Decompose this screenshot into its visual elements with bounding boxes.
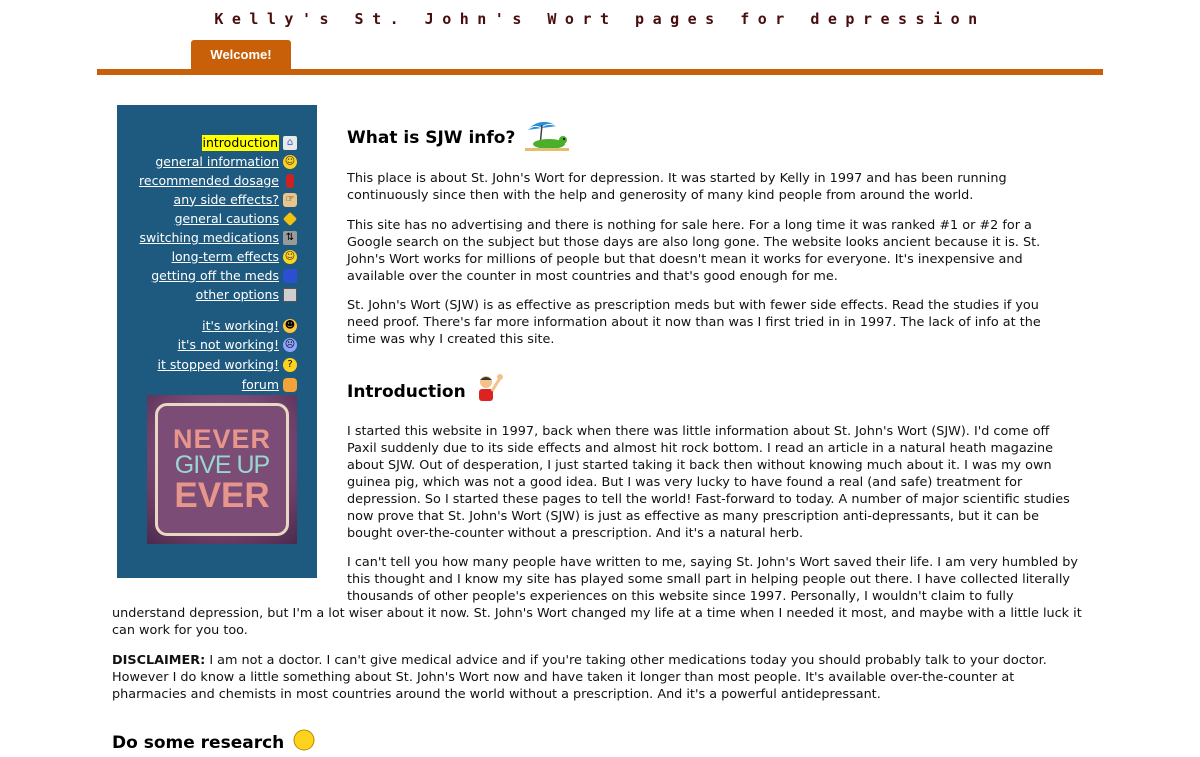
sidebar-item-label[interactable]: other options (195, 286, 279, 302)
heading-text: Introduction (347, 381, 466, 402)
sidebar-item-label[interactable]: it's not working! (177, 336, 279, 352)
sidebar-item-other-options[interactable] (139, 285, 297, 304)
poster-line-3: EVER (174, 476, 270, 515)
sidebar-item-side-effects[interactable] (139, 190, 297, 209)
sidebar-item-label[interactable]: general cautions (174, 210, 279, 226)
sidebar-item-it-stopped-working[interactable] (139, 354, 297, 375)
sidebar-item-forum[interactable] (139, 375, 297, 394)
warning-icon (283, 211, 297, 225)
sidebar-item-its-working[interactable] (139, 316, 297, 335)
tab-bar-divider (97, 69, 1103, 75)
paragraph-no-advertising: This site has no advertising and there is nothing for sale here. For a long time it was ranked #1 or #2 for a Google search on the subject but those days are also long gone. The website looks ancient because it is. St. John's Wort works for millions of people but that doesn't mean it works for everyone. It's inexpensive and available over the counter in most countries and that's good enough for me. (347, 218, 1041, 284)
sidebar (117, 105, 317, 578)
sidebar-item-label[interactable]: getting off the meds (151, 267, 279, 283)
heading-research (112, 728, 318, 757)
poster-frame (155, 403, 289, 536)
sidebar-item-label[interactable]: general information (155, 153, 279, 169)
smiley-icon: ☺ (284, 250, 296, 262)
running-figure-icon (283, 269, 297, 283)
pointing-hand-icon: ☞ (283, 193, 297, 207)
sidebar-nav (139, 133, 297, 394)
paragraph-testimonials-continued: understand depression, but I'm a lot wiser about it now. St. John's Wort changed my life at a time when I needed it most, and maybe with a little luck it can work for you too. (112, 606, 1082, 638)
sidebar-item-label[interactable]: long-term effects (171, 248, 279, 264)
sidebar-spacer (139, 304, 297, 316)
sidebar-item-label[interactable]: any side effects? (173, 191, 279, 207)
paragraph-about: This place is about St. John's Wort for depression. It was started by Kelly in 1997 and has been running continuously since then with the help and generosity of many kind people from around the world. (347, 171, 1007, 203)
poster-line-1: NEVER (172, 424, 272, 454)
pill-bottle-icon (286, 174, 294, 188)
paragraph-disclaimer (112, 652, 1087, 703)
sidebar-item-label[interactable]: it's working! (202, 317, 279, 333)
grin-icon: ☻ (284, 319, 296, 331)
screen-icon (283, 288, 297, 302)
thinking-face-icon (290, 728, 318, 757)
sidebar-item-its-not-working[interactable] (139, 335, 297, 354)
disclaimer-text: I am not a doctor. I can't give medical advice and if you're taking other medications today you should probably talk to your doctor. However I do know a little something about St. John's Wort now and have taken it longer than most people. It's available over-the-counter at pharmacies and chemists in most countries around the world without a prescription. And it's a powerful antidepressant. (112, 653, 1047, 702)
sidebar-item-introduction[interactable] (139, 133, 297, 152)
site-title: Kelly's St. John's Wort pages for depression (214, 10, 986, 28)
heading-what-is-sjw (347, 116, 571, 159)
never-give-up-poster (147, 395, 297, 544)
tab-welcome[interactable]: Welcome! (191, 40, 291, 69)
poster-line-2: GIVE UP (174, 451, 270, 479)
sidebar-item-label[interactable]: recommended dosage (139, 172, 279, 188)
heading-text: Do some research (112, 732, 285, 753)
sidebar-item-long-term-effects[interactable] (139, 247, 297, 266)
sidebar-item-label[interactable]: switching medications (139, 229, 279, 245)
sad-face-icon: ☹ (284, 338, 296, 350)
sidebar-item-label[interactable]: forum (241, 376, 279, 392)
sidebar-item-getting-off-meds[interactable] (139, 266, 297, 285)
swap-icon: ⇅ (283, 231, 297, 245)
house-icon: ⌂ (283, 136, 297, 150)
people-icon (283, 378, 297, 392)
sidebar-item-label[interactable]: it stopped working! (157, 356, 279, 372)
paragraph-introduction: I started this website in 1997, back when there was little information about St. John's Wort (SJW). I'd come off Paxil suddenly due to its side effects and almost hit rock bottom. I read an article in a natural heath magazine about SJW. Out of desperation, I just started taking it back then without knowing much about it. I was my own guinea pig, which was not a good idea. But I was very lucky to have found a real (and safe) treatment for depression. So I started these pages to tell the world! Fast-forward to today. A number of major scientific studies now prove that St. John's Wort (SJW) is just as effective as many prescription anti-depressants, but it can be bought over-the-counter without a prescription. And it's a natural herb. (347, 424, 1070, 541)
sidebar-item-general-cautions[interactable] (139, 209, 297, 228)
sidebar-item-general-information[interactable] (139, 152, 297, 171)
smiley-icon: ☺ (284, 155, 296, 167)
sidebar-item-switching-medications[interactable] (139, 228, 297, 247)
disclaimer-label: DISCLAIMER: (112, 653, 206, 668)
heading-text: What is SJW info? (347, 127, 516, 148)
heading-introduction (347, 372, 506, 411)
puzzled-face-icon: ? (283, 358, 297, 372)
sidebar-item-recommended-dosage[interactable] (139, 171, 297, 190)
sidebar-item-label[interactable]: introduction (202, 134, 278, 150)
paragraph-testimonials: I can't tell you how many people have written to me, saying St. John's Wort saved their life. I am very humbled by this thought and I know my site has played some small part in helping people out there. I have collected literally thousands of other people's experiences on this website since 1997. Personally, I wouldn't claim to fully (347, 555, 1079, 604)
lizard-umbrella-icon (521, 116, 571, 159)
waving-person-icon (472, 372, 506, 411)
paragraph-effectiveness: St. John's Wort (SJW) is as effective as prescription meds but with fewer side effects. Read the studies if you need proof. There's far more information about it now than was I first tried in in 1997. The lack of info at the time was why I created this site. (347, 298, 1041, 347)
